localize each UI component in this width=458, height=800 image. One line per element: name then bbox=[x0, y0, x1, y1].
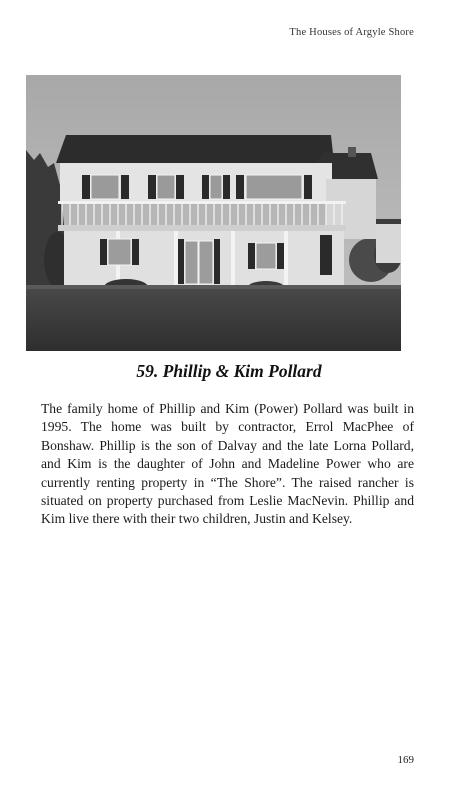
house-photo bbox=[26, 75, 401, 351]
running-header: The Houses of Argyle Shore bbox=[289, 27, 414, 38]
page-number: 169 bbox=[397, 754, 414, 766]
body-paragraph: The family home of Phillip and Kim (Power) Pollard was built in 1995. The home was built by contractor, Errol MacPhee of Bonshaw. Phillip is the son of Dalvay and the late Lorna Pollard, and Kim is the daughter of John and Madeline Power who are currently renting property in “The Shore”. The raised rancher is situated on property purchased from Leslie MacNevin. Phillip and Kim live there with their two children, Justin and Kelsey. bbox=[41, 401, 414, 527]
photo-caption: 59. Phillip & Kim Pollard bbox=[136, 361, 322, 381]
